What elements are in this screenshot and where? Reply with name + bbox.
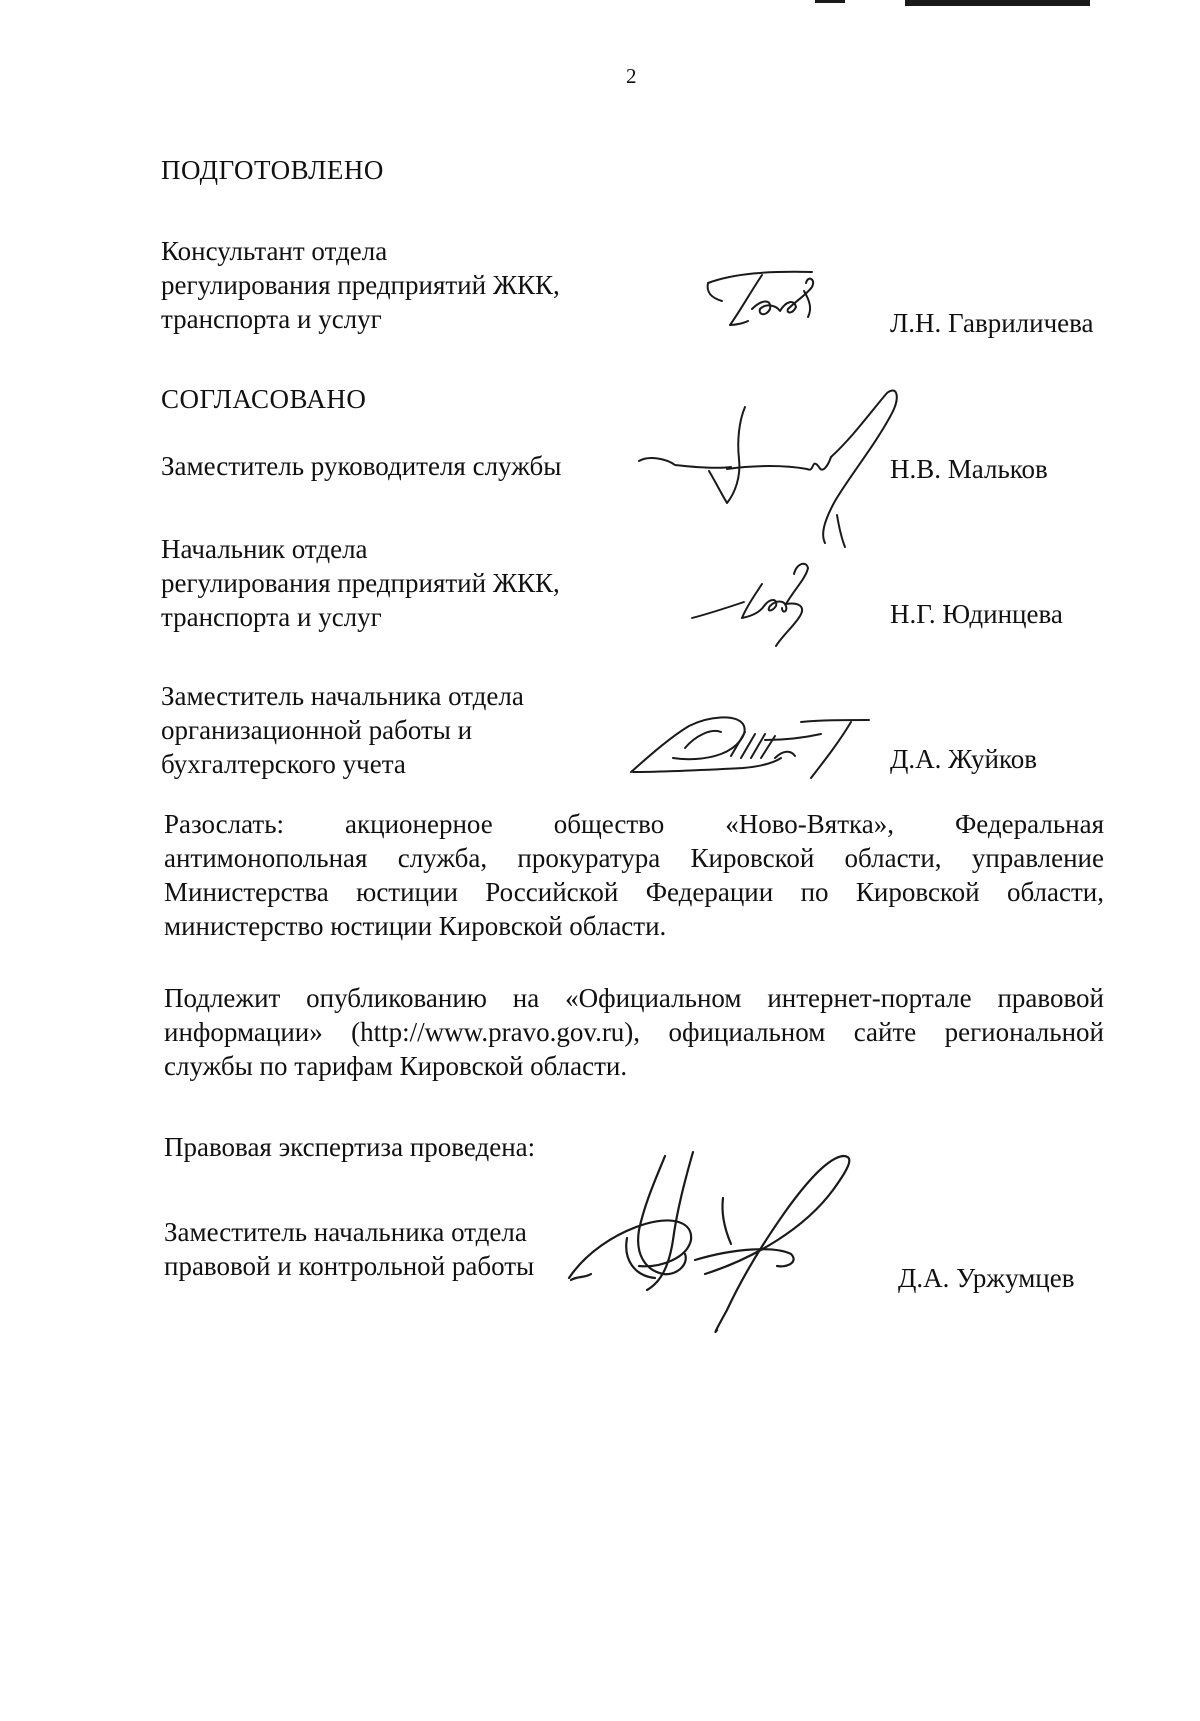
prepared-heading: ПОДГОТОВЛЕНО: [161, 155, 384, 185]
paragraph-line: Министерства юстиции Российской Федерации по Кировской области,: [164, 877, 1104, 907]
paragraph-line: министерство юстиции Кировской области.: [164, 911, 667, 941]
position-line: Начальник отдела: [161, 534, 368, 564]
position-line: Заместитель начальника отдела: [164, 1217, 527, 1247]
signer-name: Н.Г. Юдинцева: [890, 599, 1063, 629]
paragraph-line: антимонопольная служба, прокуратура Кировской области, управление: [164, 843, 1104, 873]
signature-zhuykov: [625, 702, 885, 782]
signer-position: [161, 532, 560, 634]
signer-name: Л.Н. Гавриличева: [890, 308, 1094, 338]
position-line: правовой и контрольной работы: [164, 1251, 535, 1281]
paragraph-line: службы по тарифам Кировской области.: [164, 1051, 628, 1081]
signature-malkov: [635, 385, 905, 560]
signer-name: Д.А. Уржумцев: [898, 1263, 1075, 1293]
position-line: транспорта и услуг: [161, 304, 382, 334]
paragraph-line: Подлежит опубликованию на «Официальном интернет-портале правовой: [164, 983, 1104, 1013]
signer-position: Заместитель руководителя службы: [161, 451, 562, 481]
position-line: бухгалтерского учета: [161, 749, 406, 779]
publication-paragraph: [164, 981, 1104, 1083]
position-line: регулирования предприятий ЖКК,: [161, 568, 560, 598]
legal-review-heading: Правовая экспертиза проведена:: [164, 1132, 536, 1162]
position-line: организационной работы и: [161, 715, 473, 745]
page-number: 2: [626, 64, 637, 88]
signer-name: Н.В. Мальков: [890, 454, 1048, 484]
position-line: Консультант отдела: [161, 236, 388, 266]
paragraph-line: информации» (http://www.pravo.gov.ru), официальном сайте региональной: [164, 1017, 1104, 1047]
distribution-paragraph: [164, 807, 1104, 943]
signature-urzhumtsev: [565, 1150, 885, 1335]
scan-artifact: [815, 0, 845, 3]
position-line: транспорта и услуг: [161, 602, 382, 632]
position-line: Заместитель начальника отдела: [161, 681, 524, 711]
signature-yudintseva: [690, 560, 820, 650]
signature-gavrilicheva: [700, 265, 830, 335]
scan-artifact: [905, 0, 1090, 6]
prepared-position: [161, 234, 560, 336]
signer-position: [161, 679, 524, 781]
legal-review-position: [164, 1215, 534, 1283]
agreed-heading: СОГЛАСОВАНО: [161, 384, 367, 414]
position-line: регулирования предприятий ЖКК,: [161, 270, 560, 300]
signer-name: Д.А. Жуйков: [890, 744, 1037, 774]
paragraph-line: Разослать: акционерное общество «Ново-Вятка», Федеральная: [164, 809, 1104, 839]
